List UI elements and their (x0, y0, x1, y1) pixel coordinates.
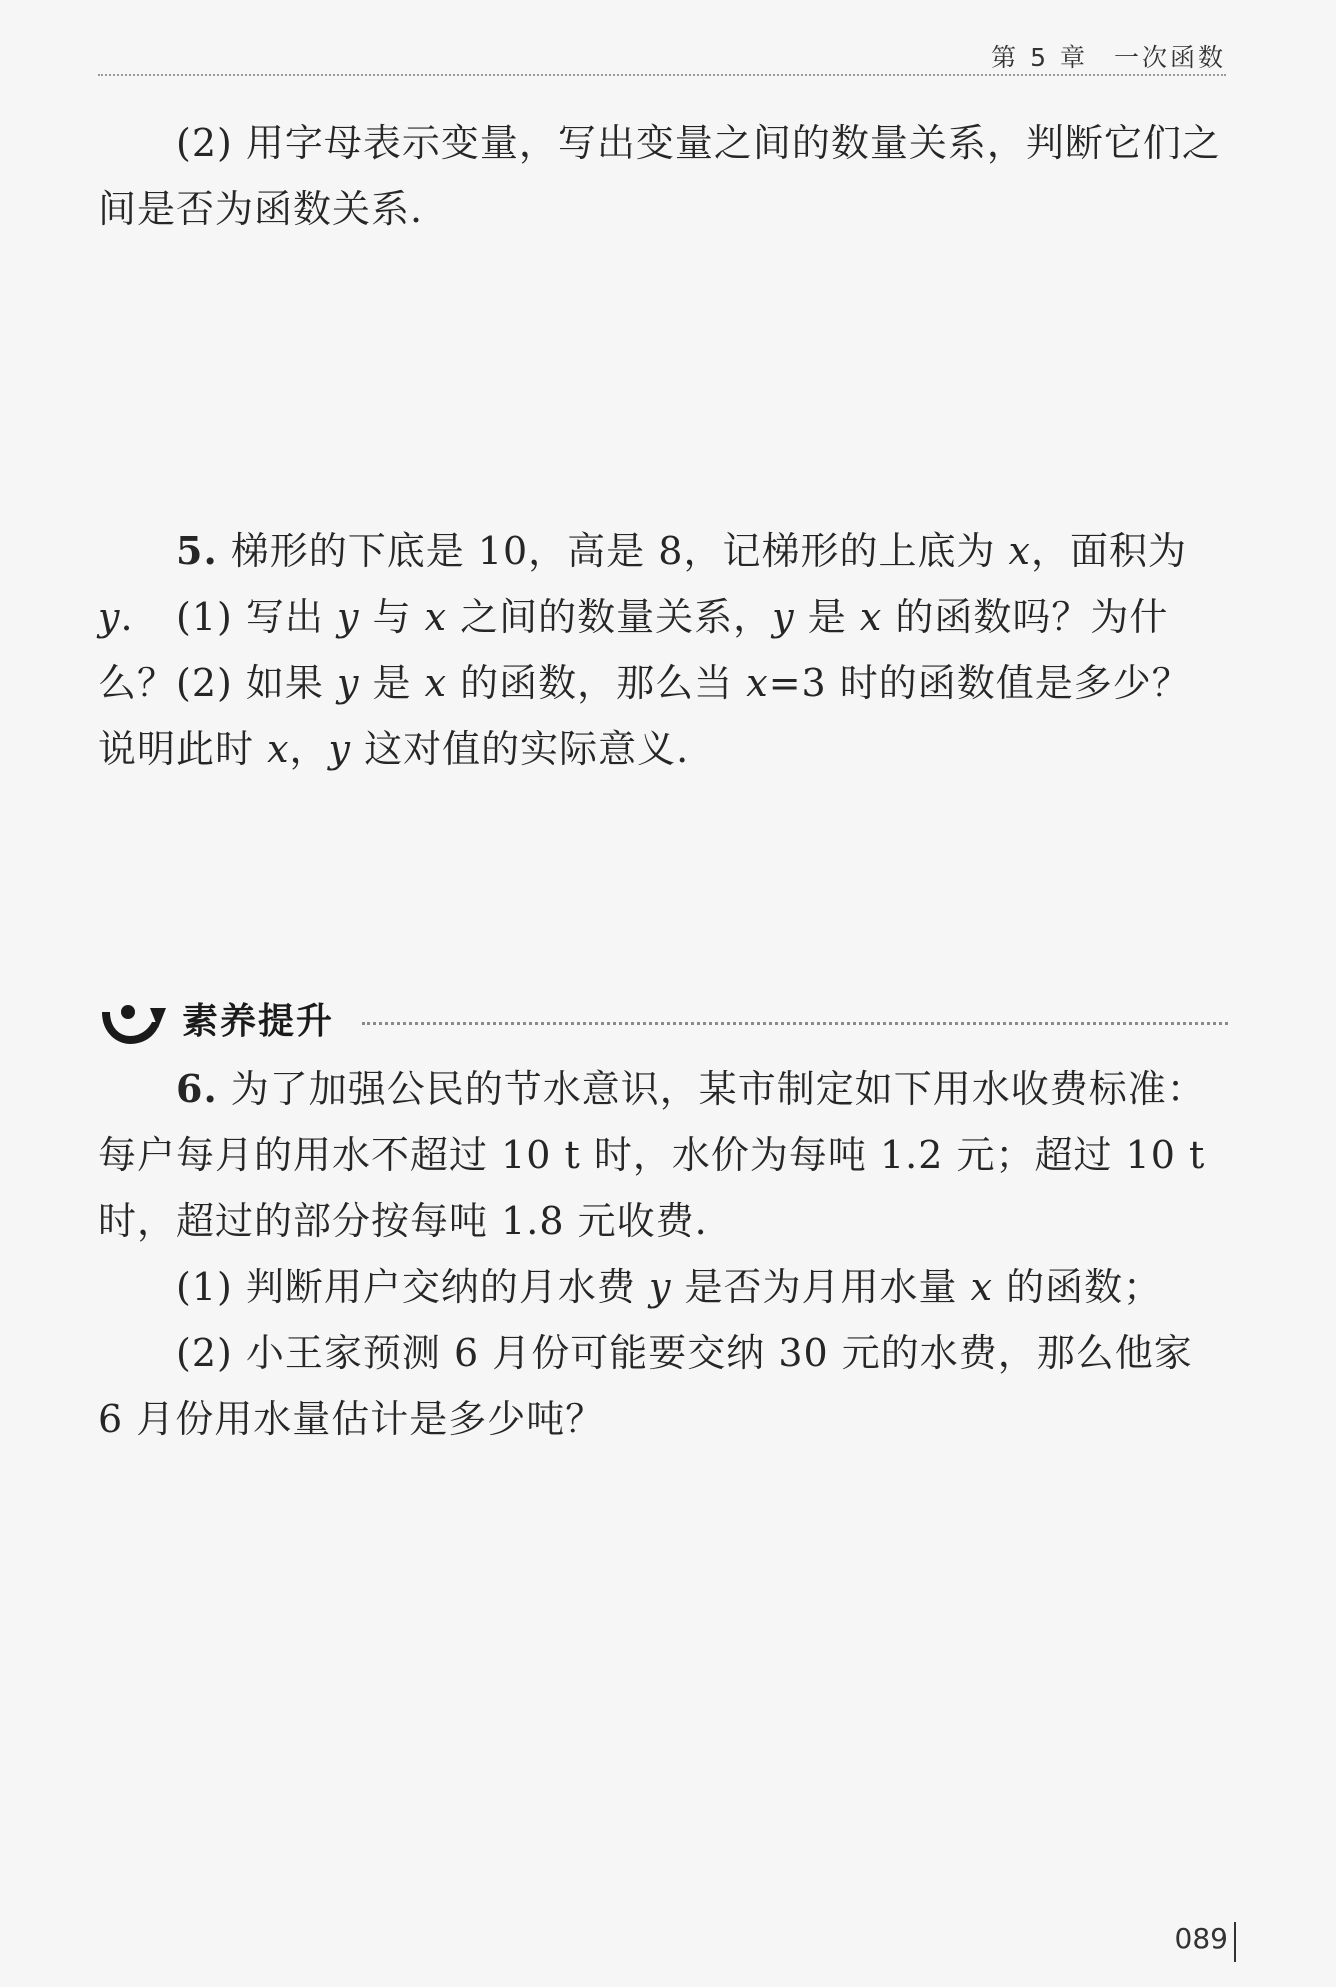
var-x: x (424, 595, 448, 639)
q5-part2-text-b: 是 (359, 661, 425, 705)
q6-part1-text-a: (1) 判断用户交纳的月水费 (176, 1265, 649, 1309)
var-x: x (970, 1265, 994, 1309)
section-header (98, 998, 1228, 1048)
chapter-title: 一次函数 (1113, 43, 1226, 72)
var-y: y (328, 727, 352, 771)
var-y: y (649, 1265, 672, 1309)
var-y: y (772, 595, 795, 639)
q6-stem-text: 为了加强公民的节水意识，某市制定如下用水收费标准：每户每月的用水不超过 10 t 时，水价为每吨 1.2 元；超过 10 t 时，超过的部分按每吨 1.8 元收费. (98, 1067, 1206, 1243)
section-emblem-icon (98, 1000, 168, 1046)
var-x: x (1008, 529, 1031, 573)
q4-part2-text: (2) 用字母表示变量，写出变量之间的数量关系，判断它们之间是否为函数关系. (98, 121, 1221, 231)
q5-part1-text-a: (1) 写出 (176, 595, 337, 639)
page-number-bar (1234, 1922, 1236, 1962)
q5-part1-text-b: 与 (359, 595, 425, 639)
q6-part1 (98, 1254, 1228, 1320)
q5-part2-text-d: =3 时的函数值是多少？说明此时 (98, 661, 1191, 771)
q5-number: 5. (176, 528, 218, 573)
q5-part2-text-f: 这对值的实际意义. (351, 727, 690, 771)
q5-stem-text-a: 梯形的下底是 10，高是 8，记梯形的上底为 (217, 529, 1009, 573)
q6-part1-text-b: 是否为月用水量 (671, 1265, 971, 1309)
q5-stem-text-c: . (120, 595, 134, 639)
q5-part1-text-e: 的函数吗？为什么？ (98, 595, 1169, 705)
q5-part2-text-c: 的函数，那么当 (447, 661, 747, 705)
section-dotted-rule (362, 1022, 1228, 1025)
chapter-label: 第 5 章 (991, 43, 1088, 72)
q5-part1-text-c: 之间的数量关系， (447, 595, 773, 639)
q6-number: 6. (176, 1066, 218, 1111)
q5-part2-text-a: (2) 如果 (176, 661, 337, 705)
q6-part2: (2) 小王家预测 6 月份可能要交纳 30 元的水费，那么他家 6 月份用水量估计是多少吨？ (98, 1331, 1193, 1441)
var-y: y (98, 595, 121, 639)
header-dotted-rule (98, 74, 1226, 76)
var-x: x (746, 661, 769, 705)
var-x: x (267, 727, 290, 771)
q6-stem (98, 1056, 1228, 1254)
var-y: y (337, 595, 360, 639)
q5-part1-text-d: 是 (794, 595, 860, 639)
section-title: 素养提升 (182, 1001, 335, 1042)
var-x: x (859, 595, 883, 639)
q5-stem-text-b: ，面积为 (1030, 529, 1187, 573)
page-number: 089 (1174, 1922, 1228, 1955)
running-head (991, 38, 1226, 74)
q6-part1-text-c: 的函数； (993, 1265, 1163, 1309)
var-y: y (337, 661, 360, 705)
var-x: x (424, 661, 448, 705)
q5-part2 (98, 650, 1228, 782)
q5-part2-text-e: ， (289, 727, 329, 771)
